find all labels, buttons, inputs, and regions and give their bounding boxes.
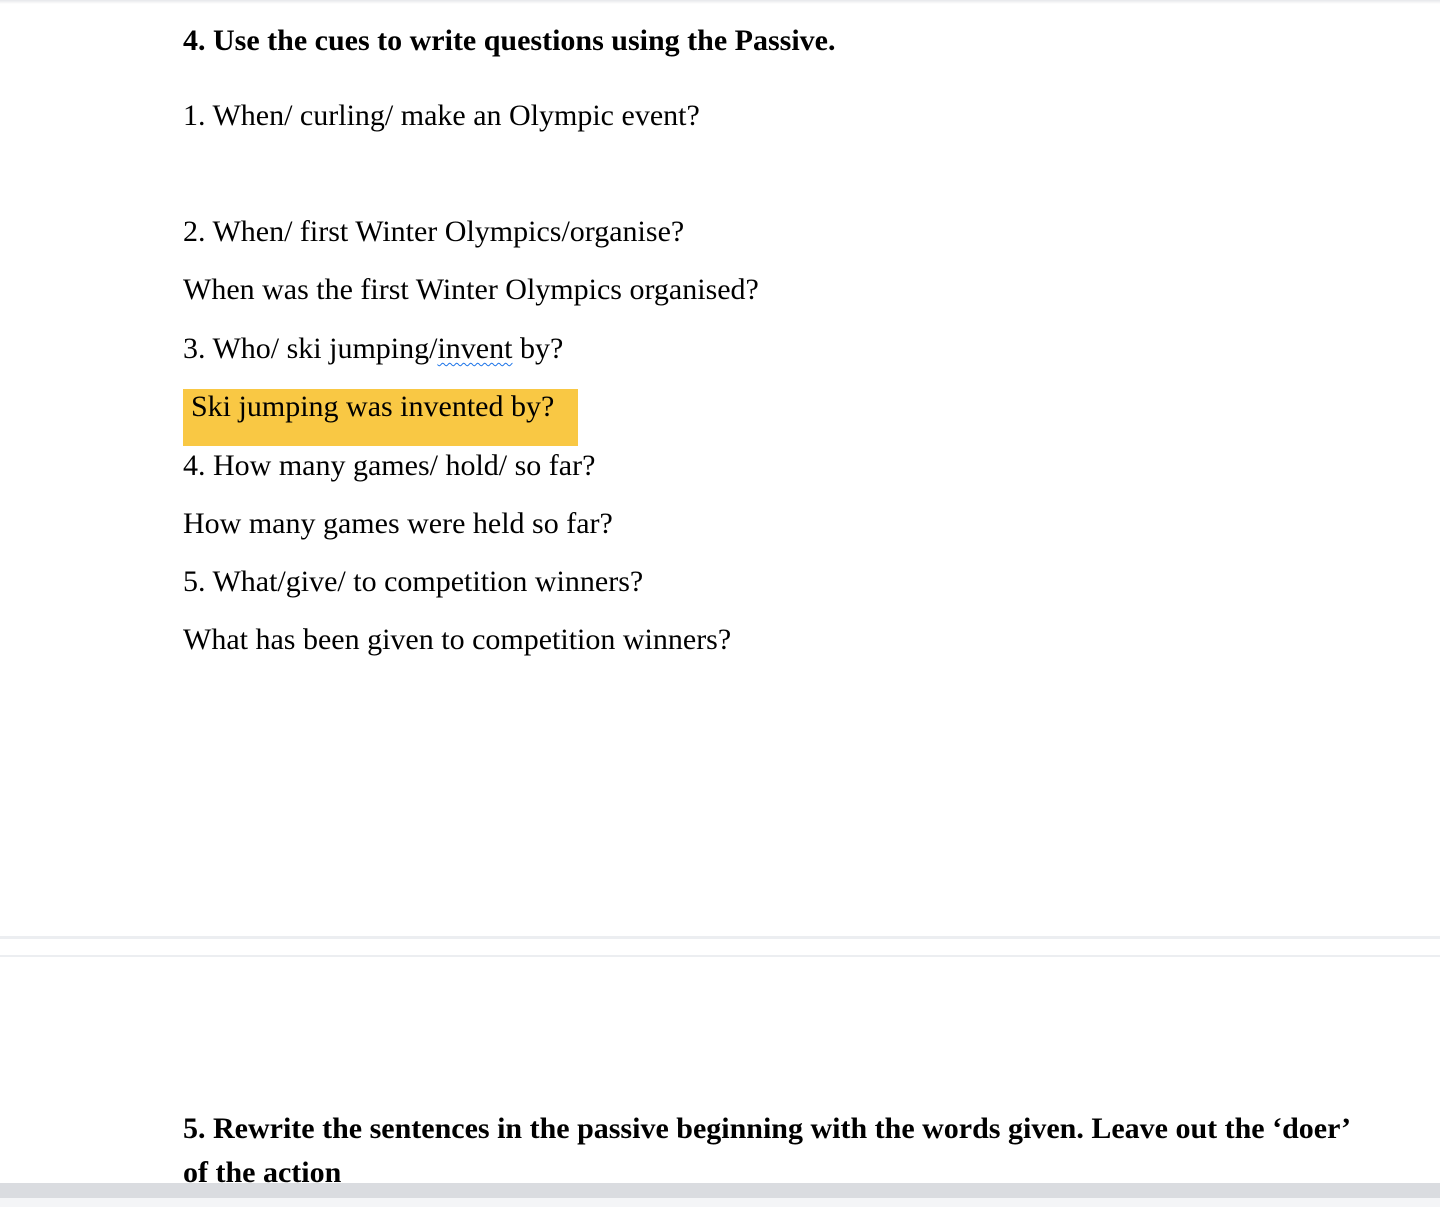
question-2-answer: When was the first Winter Olympics organised? <box>183 273 759 306</box>
question-4-answer: How many games were held so far? <box>183 507 613 540</box>
question-2-cue: 2. When/ first Winter Olympics/organise? <box>183 215 685 248</box>
question-3-cue <box>183 332 563 366</box>
horizontal-scrollbar[interactable] <box>0 1183 1440 1207</box>
exercise-4-heading: 4. Use the cues to write questions using the Passive. <box>183 24 836 57</box>
document-page-2 <box>0 957 1440 1183</box>
spellcheck-word[interactable]: invent <box>437 332 513 365</box>
question-3-answer: Ski jumping was invented by? <box>191 390 555 423</box>
question-4-cue: 4. How many games/ hold/ so far? <box>183 449 596 482</box>
question-5-cue: 5. What/give/ to competition winners? <box>183 565 644 598</box>
exercise-5-heading-continued: of the action <box>183 1156 342 1183</box>
scrollbar-track[interactable] <box>0 1183 1440 1198</box>
question-5-answer: What has been given to competition winners? <box>183 623 732 656</box>
question-3-cue-part-1: 3. Who/ ski jumping/ <box>183 332 438 365</box>
exercise-5-heading: 5. Rewrite the sentences in the passive beginning with the words given. Leave out the ‘doer’ <box>183 1112 1351 1145</box>
question-3-cue-part-2: by? <box>512 332 564 365</box>
page-top-edge <box>0 0 1440 4</box>
question-1-cue: 1. When/ curling/ make an Olympic event? <box>183 99 700 132</box>
page-break <box>0 936 1440 957</box>
